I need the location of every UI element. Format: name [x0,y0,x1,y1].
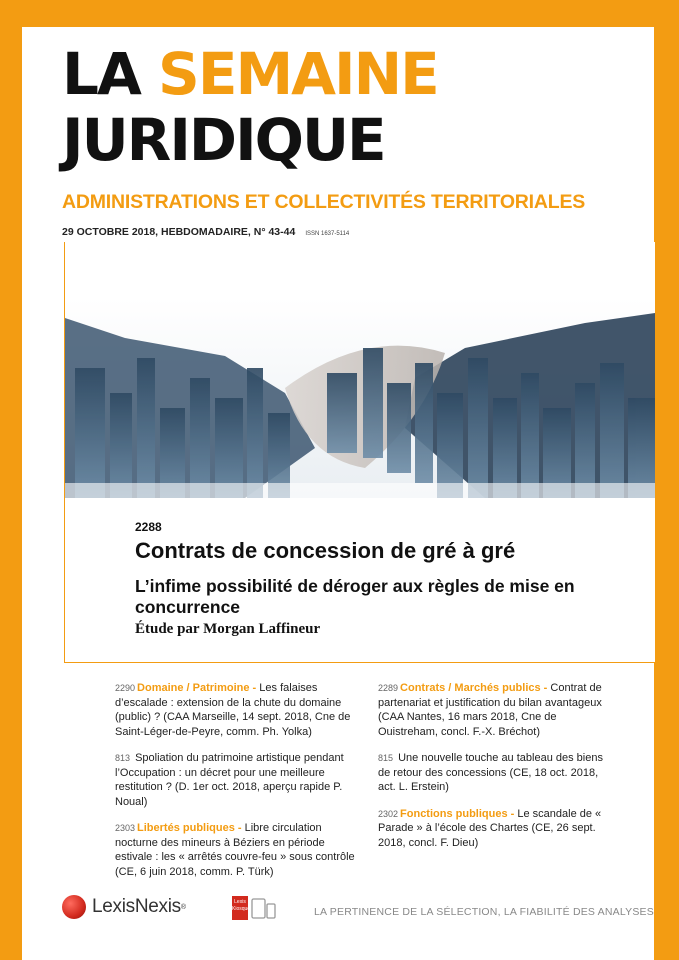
masthead-title-semaine: SEMAINE [158,40,438,108]
masthead-title-juridique: JURIDIQUE [62,106,385,174]
lexisnexis-logo-icon [62,895,86,919]
kiosque-line1: Lexis [234,899,246,905]
summary-item [115,681,355,739]
item-number: 813 [115,753,131,763]
tagline: LA PERTINENCE DE LA SÉLECTION, LA FIABILITÉ DES ANALYSES [314,906,654,918]
item-heading: Fonctions publiques - [400,807,515,820]
item-heading: Libertés publiques - [137,822,242,834]
item-number: 2290 [115,683,136,693]
lexisnexis-logo [62,895,186,919]
summary-item [378,807,618,851]
feature-title: Contrats de concession de gré à gré [135,538,516,563]
feature-subtitle: L’infime possibilité de déroger aux règles de mise en concurrence [135,576,575,617]
feature-author: Étude par Morgan Laffineur [135,621,321,637]
item-number: 2303 [115,823,136,833]
logo-text: LexisNexis [92,896,181,917]
summary-item [115,821,355,879]
lexis-kiosque-icon [232,896,251,920]
item-body: Libre circulation nocturne des mineurs à Béziers en période estivale : les « arrêtés couvre-feu » sous contrôle (CE, 6 juin 2018, comm. P. Türk) [115,822,355,878]
item-heading: Domaine / Patrimoine - [137,682,257,694]
issn: ISSN 1637-5114 [305,231,350,237]
item-body: Le scandale de « Parade » à l’école des Chartes (CE, 26 sept. 2018, concl. F. Dieu) [378,807,602,849]
item-number: 2302 [378,808,399,819]
devices-icon [251,898,277,925]
kiosque-line2: Kiosque [232,906,251,912]
item-body: Les falaises d’escalade : extension de la chute du domaine (public) ? (CAA Marseille, 14 sept. 2018, Cne de Saint-Léger-de-Peyre, comm. Ph. Yolka) [115,682,351,738]
item-body: Une nouvelle touche au tableau des biens de retour des concessions (CE, 18 oct. 2018, act. L. Erstein) [378,752,603,793]
feature-number: 2288 [135,520,162,534]
summary-column-right [378,681,618,862]
item-number: 2289 [378,683,399,693]
item-number: 815 [378,753,394,763]
summary-column-left [115,681,355,891]
summary-item [115,751,355,809]
summary-item [378,751,618,795]
masthead-title-la: LA [62,40,159,108]
item-heading: Contrats / Marchés publics - [400,682,548,694]
masthead-subtitle: ADMINISTRATIONS ET COLLECTIVITÉS TERRITORIALES [62,191,586,213]
feature-box [64,242,655,663]
cover-page [22,27,654,960]
masthead-title-line1 [62,40,438,108]
summary-item [378,681,618,739]
item-body: Contrat de partenariat et justification du bilan avantageux (CAA Nantes, 16 mars 2018, Cne de Ouistreham, concl. F.-X. Bréchot) [378,682,602,738]
logo-registered: ® [180,903,187,911]
issue-date: 29 OCTOBRE 2018, HEBDOMADAIRE, N° 43-44 [62,226,296,238]
handshake-city-image [65,298,655,498]
issue-line [62,226,349,238]
item-body: Spoliation du patrimoine artistique pendant l’Occupation : un décret pour une meilleure restitution ? (D. 1er oct. 2018, aperçu rapide P. Noual) [115,752,344,808]
